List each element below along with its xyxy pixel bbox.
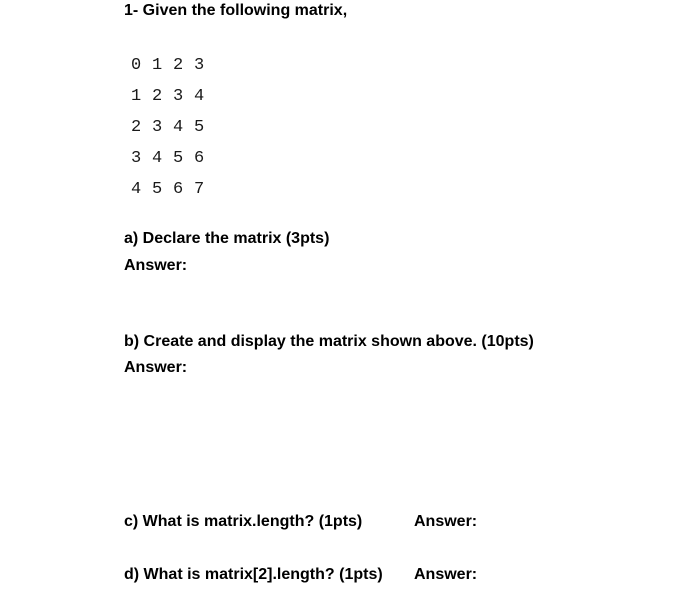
part-d-question: d) What is matrix[2].length? (1pts) <box>124 566 383 583</box>
matrix-cell: 5 <box>152 180 163 199</box>
matrix-row <box>131 112 215 143</box>
part-b-answer-label: Answer: <box>124 359 188 376</box>
matrix-cell: 5 <box>194 118 205 137</box>
question-heading: 1- Given the following matrix, <box>124 2 348 19</box>
part-c-question: c) What is matrix.length? (1pts) <box>124 513 363 530</box>
matrix-cell: 2 <box>131 118 142 137</box>
matrix-row <box>131 50 215 81</box>
matrix-display <box>131 50 215 205</box>
matrix-cell: 3 <box>131 149 142 168</box>
matrix-row <box>131 174 215 205</box>
matrix-cell: 2 <box>173 56 184 75</box>
matrix-cell: 3 <box>152 118 163 137</box>
part-b-question: b) Create and display the matrix shown above. (10pts) <box>124 333 534 350</box>
matrix-cell: 4 <box>131 180 142 199</box>
part-a-answer-label: Answer: <box>124 257 188 274</box>
matrix-cell: 5 <box>173 149 184 168</box>
matrix-cell: 0 <box>131 56 142 75</box>
matrix-row <box>131 143 215 174</box>
matrix-cell: 3 <box>173 87 184 106</box>
part-a-question: a) Declare the matrix (3pts) <box>124 230 330 247</box>
matrix-cell: 6 <box>194 149 205 168</box>
part-c-answer-label: Answer: <box>414 513 478 530</box>
matrix-cell: 4 <box>173 118 184 137</box>
matrix-cell: 4 <box>194 87 205 106</box>
matrix-cell: 3 <box>194 56 205 75</box>
matrix-cell: 1 <box>131 87 142 106</box>
matrix-row <box>131 81 215 112</box>
part-d-answer-label: Answer: <box>414 566 478 583</box>
matrix-cell: 1 <box>152 56 163 75</box>
matrix-cell: 4 <box>152 149 163 168</box>
matrix-cell: 7 <box>194 180 205 199</box>
matrix-cell: 6 <box>173 180 184 199</box>
matrix-cell: 2 <box>152 87 163 106</box>
